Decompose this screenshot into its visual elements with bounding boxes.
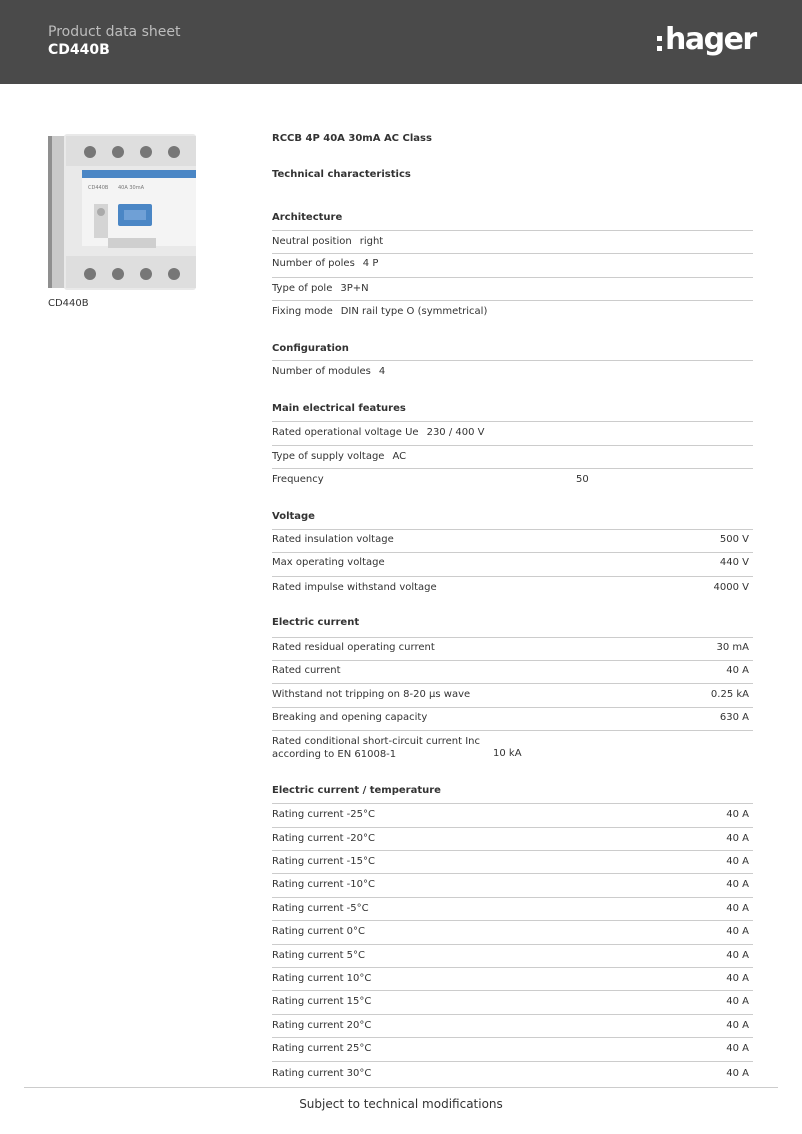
spec-value: 440 V <box>719 557 749 568</box>
spec-value: 4000 V <box>713 582 749 593</box>
hager-logo <box>657 22 756 58</box>
spec-row <box>272 300 753 323</box>
device-label: CD440B <box>88 185 109 191</box>
spec-label: Rating current -10°C <box>272 879 375 890</box>
image-caption: CD440B <box>48 298 89 309</box>
spec-row <box>272 803 753 827</box>
spec-row <box>272 445 753 468</box>
spec-row <box>272 360 753 383</box>
spec-value: 40 A <box>726 973 749 984</box>
spec-label: Rating current 30°C <box>272 1068 372 1079</box>
spec-row <box>272 850 753 873</box>
spec-label: Max operating voltage <box>272 557 385 568</box>
spec-value: 40 A <box>726 809 749 820</box>
section-title-electric-current: Electric current <box>272 617 360 628</box>
spec-row <box>272 421 753 445</box>
spec-value: 4 <box>378 366 386 377</box>
spec-value: 40 A <box>726 833 749 844</box>
spec-row <box>272 468 753 491</box>
spec-label: Rated impulse withstand voltage <box>272 582 437 593</box>
technical-characteristics-heading: Technical characteristics <box>272 169 411 180</box>
spec-label-line: Rated conditional short-circuit current Inc <box>272 736 481 747</box>
spec-value: AC <box>392 451 407 462</box>
spec-row <box>272 277 753 300</box>
spec-row <box>272 1037 753 1061</box>
spec-value: 40 A <box>726 856 749 867</box>
product-title: RCCB 4P 40A 30mA AC Class <box>272 133 432 144</box>
spec-label: Rating current 15°C <box>272 996 372 1007</box>
spec-row <box>272 230 753 253</box>
spec-row <box>272 1061 753 1085</box>
spec-label: Type of supply voltage <box>272 451 385 462</box>
device-rating: 40A 30mA <box>118 185 145 191</box>
spec-label: Rating current 25°C <box>272 1043 372 1054</box>
spec-label: Rating current -15°C <box>272 856 375 867</box>
spec-row <box>272 873 753 897</box>
spec-value: 40 A <box>726 950 749 961</box>
spec-label: Frequency <box>272 474 324 485</box>
document-type: Product data sheet <box>48 24 181 40</box>
terminal-screw-icon <box>140 146 152 158</box>
spec-row <box>272 944 753 967</box>
spec-value: 40 A <box>726 1043 749 1054</box>
spec-value: 630 A <box>719 712 749 723</box>
spec-label: Rated residual operating current <box>272 642 435 653</box>
spec-label: Rating current 20°C <box>272 1020 372 1031</box>
spec-value: 40 A <box>726 996 749 1007</box>
spec-value: right <box>359 236 384 247</box>
product-image <box>46 130 198 292</box>
spec-label: Type of pole <box>272 283 333 294</box>
spec-label: Rated operational voltage Ue <box>272 427 419 438</box>
spec-label: Neutral position <box>272 236 352 247</box>
spec-value: 40 A <box>726 665 749 676</box>
spec-label: Number of poles <box>272 258 355 269</box>
spec-value: 40 A <box>726 1020 749 1031</box>
spec-row <box>272 707 753 730</box>
spec-value: 30 mA <box>716 642 749 653</box>
spec-label: Rating current -25°C <box>272 809 375 820</box>
spec-row <box>272 967 753 990</box>
spec-row <box>272 920 753 944</box>
spec-label: Number of modules <box>272 366 371 377</box>
section-title-architecture: Architecture <box>272 212 343 223</box>
spec-row <box>272 637 753 660</box>
spec-row <box>272 552 753 576</box>
spec-label: Rating current -20°C <box>272 833 375 844</box>
spec-label: Rated current <box>272 665 341 676</box>
spec-label: Rating current 10°C <box>272 973 372 984</box>
terminal-screw-icon <box>112 268 124 280</box>
spec-value: 3P+N <box>340 283 369 294</box>
footer-divider <box>24 1087 778 1088</box>
spec-value: 40 A <box>726 1068 749 1079</box>
footer-note: Subject to technical modifications <box>299 1097 503 1111</box>
spec-label: Rating current 0°C <box>272 926 366 937</box>
spec-label-line: according to EN 61008-1 <box>272 749 397 760</box>
section-title-main-electrical: Main electrical features <box>272 403 406 414</box>
terminal-screw-icon <box>84 268 96 280</box>
spec-value: 0.25 kA <box>710 689 749 700</box>
spec-value: 40 A <box>726 903 749 914</box>
spec-row <box>272 576 753 599</box>
terminal-screw-icon <box>168 146 180 158</box>
spec-value: 40 A <box>726 879 749 890</box>
section-title-voltage: Voltage <box>272 511 315 522</box>
spec-value: 50 <box>576 474 589 485</box>
terminal-screw-icon <box>84 146 96 158</box>
spec-value: 230 / 400 V <box>426 427 485 438</box>
logo-colon-icon <box>657 36 662 51</box>
terminal-screw-icon <box>168 268 180 280</box>
spec-row <box>272 660 753 683</box>
spec-label: Rating current -5°C <box>272 903 369 914</box>
spec-row <box>272 1014 753 1037</box>
section-title-configuration: Configuration <box>272 343 349 354</box>
spec-value: 10 kA <box>493 748 522 759</box>
spec-value: 40 A <box>726 926 749 937</box>
spec-label: Fixing mode <box>272 306 333 317</box>
page-header <box>0 0 802 84</box>
spec-row <box>272 827 753 850</box>
spec-row <box>272 253 753 277</box>
spec-value: 500 V <box>719 534 749 545</box>
logo-text: hager <box>665 22 756 57</box>
spec-row <box>272 683 753 707</box>
spec-value: DIN rail type O (symmetrical) <box>340 306 488 317</box>
spec-label <box>272 735 480 761</box>
terminal-screw-icon <box>140 268 152 280</box>
spec-label: Rated insulation voltage <box>272 534 394 545</box>
spec-label: Breaking and opening capacity <box>272 712 428 723</box>
terminal-screw-icon <box>112 146 124 158</box>
spec-row <box>272 990 753 1014</box>
product-reference: CD440B <box>48 42 110 58</box>
spec-value: 4 P <box>362 258 379 269</box>
section-title-current-temperature: Electric current / temperature <box>272 785 441 796</box>
spec-row <box>272 730 753 768</box>
spec-row <box>272 529 753 552</box>
spec-row <box>272 897 753 920</box>
spec-label: Rating current 5°C <box>272 950 366 961</box>
spec-label: Withstand not tripping on 8-20 µs wave <box>272 689 471 700</box>
